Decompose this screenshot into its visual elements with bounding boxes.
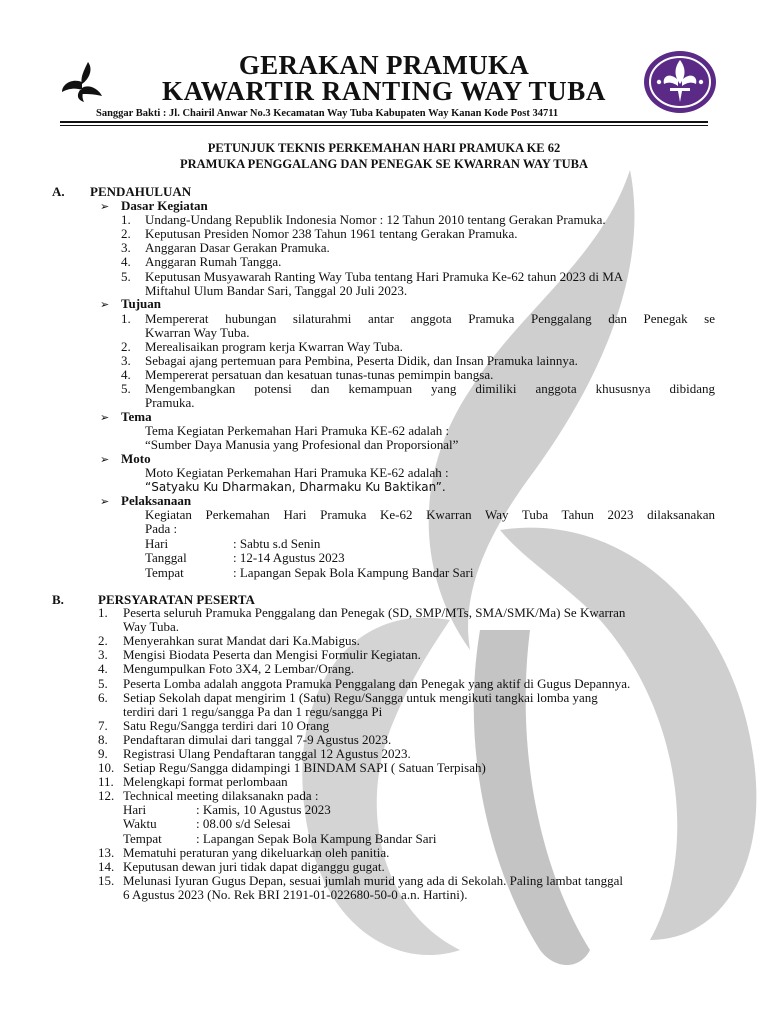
list-item: Melunasi Iyuran Gugus Depan, sesuai jumlah murid yang ada di Sekolah. Paling lambat tanggal <box>123 873 624 888</box>
list-item: Mematuhi peraturan yang dikeluarkan oleh panitia. <box>123 845 390 860</box>
subheading-dasar: Dasar Kegiatan <box>121 198 208 213</box>
list-number: 4. <box>121 254 131 269</box>
subheading-tujuan: Tujuan <box>121 296 161 311</box>
detail-value: : 12-14 Agustus 2023 <box>233 550 345 565</box>
subheading-moto: Moto <box>121 451 151 466</box>
tema-intro: Tema Kegiatan Perkemahan Hari Pramuka KE-62 adalah : <box>145 423 450 438</box>
list-number: 3. <box>121 353 131 368</box>
tema-text: “Sumber Daya Manusia yang Profesional dan Proporsional” <box>145 437 459 452</box>
list-item: Technical meeting dilaksanakn pada : <box>123 788 319 803</box>
list-number: 12. <box>98 788 115 803</box>
list-item: Setiap Regu/Sangga didampingi 1 BINDAM SAPI ( Satuan Terpisah) <box>123 760 486 775</box>
section-a-letter: A. <box>52 184 65 199</box>
list-number: 10. <box>98 760 115 775</box>
doc-title-line1: PETUNJUK TEKNIS PERKEMAHAN HARI PRAMUKA KE 62 <box>207 141 561 155</box>
detail-value: : 08.00 s/d Selesai <box>196 816 291 831</box>
moto-text: “Satyaku Ku Dharmakan, Dharmaku Ku Baktikan”. <box>145 480 446 494</box>
list-item: Undang-Undang Republik Indonesia Nomor : 12 Tahun 2010 tentang Gerakan Pramuka. <box>145 212 606 227</box>
moto-intro: Moto Kegiatan Perkemahan Hari Pramuka KE-62 adalah : <box>145 465 449 480</box>
detail-value: : Lapangan Sepak Bola Kampung Bandar Sari <box>233 565 474 580</box>
list-number: 2. <box>98 633 108 648</box>
header-rule-thin <box>60 125 708 126</box>
list-item: Merealisaikan program kerja Kwarran Way Tuba. <box>145 339 403 354</box>
arrow-bullet-icon: ➢ <box>100 495 110 508</box>
pelaksanaan-intro-cont: Pada : <box>145 521 178 536</box>
list-item: Registrasi Ulang Pendaftaran tanggal 12 Agustus 2023. <box>123 746 411 761</box>
list-number: 13. <box>98 845 115 860</box>
list-item: Mengumpulkan Foto 3X4, 2 Lembar/Orang. <box>123 661 355 676</box>
list-number: 4. <box>121 367 131 382</box>
list-item-continuation: Way Tuba. <box>123 619 180 634</box>
arrow-bullet-icon: ➢ <box>100 411 110 424</box>
list-item-continuation: terdiri dari 1 regu/sangga Pa dan 1 regu/sangga Pi <box>123 704 383 719</box>
list-item-continuation: 6 Agustus 2023 (No. Rek BRI 2191-01-022680-50-0 a.n. Hartini). <box>123 887 468 902</box>
list-number: 1. <box>98 605 108 620</box>
list-number: 9. <box>98 746 108 761</box>
section-b-letter: B. <box>52 592 64 607</box>
list-item: Mempererat persatuan dan kesatuan tunas-tunas pemimpin bangsa. <box>145 367 494 382</box>
list-number: 8. <box>98 732 108 747</box>
list-item: Anggaran Dasar Gerakan Pramuka. <box>145 240 330 255</box>
list-number: 5. <box>121 269 131 284</box>
org-title: GERAKAN PRAMUKA <box>238 50 530 80</box>
list-item: Keputusan dewan juri tidak dapat diganggu gugat. <box>123 859 385 874</box>
section-b-title: PERSYARATAN PESERTA <box>98 592 255 607</box>
arrow-bullet-icon: ➢ <box>100 200 110 213</box>
detail-value: : Kamis, 10 Agustus 2023 <box>196 802 331 817</box>
list-number: 7. <box>98 718 108 733</box>
list-item: Peserta seluruh Pramuka Penggalang dan Penegak (SD, SMP/MTs, SMA/SMK/Ma) Se Kwarran <box>123 605 626 620</box>
list-number: 11. <box>98 774 114 789</box>
section-a-title: PENDAHULUAN <box>90 184 192 199</box>
detail-value: : Sabtu s.d Senin <box>233 536 321 551</box>
detail-label: Tanggal <box>145 550 187 565</box>
list-item: Peserta Lomba adalah anggota Pramuka Penggalang dan Penegak yang aktif di Gugus Depannya. <box>123 676 631 691</box>
subheading-tema: Tema <box>121 409 152 424</box>
header-rule <box>60 121 708 123</box>
list-item: Melengkapi format perlombaan <box>123 774 288 789</box>
list-item: Satu Regu/Sangga terdiri dari 10 Orang <box>123 718 330 733</box>
list-number: 3. <box>121 240 131 255</box>
subheading-pelaksanaan: Pelaksanaan <box>121 493 192 508</box>
list-item-continuation: Kwarran Way Tuba. <box>145 325 250 340</box>
org-subtitle: KAWARTIR RANTING WAY TUBA <box>162 76 606 106</box>
list-number: 14. <box>98 859 115 874</box>
detail-label: Tempat <box>145 565 184 580</box>
detail-label: Hari <box>123 802 147 817</box>
list-number: 2. <box>121 339 131 354</box>
list-item: Mengisi Biodata Peserta dan Mengisi Formulir Kegiatan. <box>123 647 421 662</box>
list-item-continuation: Miftahul Ulum Bandar Sari, Tanggal 20 Juli 2023. <box>145 283 408 298</box>
list-item: Mengembangkan potensi dan kemampuan yang dimiliki anggota khususnya dibidang <box>145 381 715 396</box>
doc-title-line2: PRAMUKA PENGGALANG DAN PENEGAK SE KWARRAN WAY TUBA <box>179 157 589 171</box>
arrow-bullet-icon: ➢ <box>100 453 110 466</box>
list-item: Anggaran Rumah Tangga. <box>145 254 282 269</box>
list-item: Mempererat hubungan silaturahmi antar anggota Pramuka Penggalang dan Penegak se <box>145 311 715 326</box>
list-item: Keputusan Presiden Nomor 238 Tahun 1961 tentang Gerakan Pramuka. <box>145 226 518 241</box>
list-number: 5. <box>121 381 131 396</box>
list-number: 2. <box>121 226 131 241</box>
list-number: 1. <box>121 311 131 326</box>
list-number: 1. <box>121 212 131 227</box>
arrow-bullet-icon: ➢ <box>100 298 110 311</box>
list-item: Sebagai ajang pertemuan para Pembina, Peserta Didik, dan Insan Pramuka lainnya. <box>145 353 578 368</box>
list-item: Setiap Sekolah dapat mengirim 1 (Satu) Regu/Sangga untuk mengikuti tangkai lomba yang <box>123 690 598 705</box>
detail-value: : Lapangan Sepak Bola Kampung Bandar Sari <box>196 831 437 846</box>
list-number: 4. <box>98 661 108 676</box>
detail-label: Waktu <box>123 816 157 831</box>
address-line: Sanggar Bakti : Jl. Chairil Anwar No.3 Kecamatan Way Tuba Kabupaten Way Kanan Kode Post 34711 <box>96 108 559 119</box>
list-item-continuation: Pramuka. <box>145 395 195 410</box>
list-item: Keputusan Musyawarah Ranting Way Tuba tentang Hari Pramuka Ke-62 tahun 2023 di MA <box>145 269 624 284</box>
pelaksanaan-intro: Kegiatan Perkemahan Hari Pramuka Ke-62 Kwarran Way Tuba Tahun 2023 dilaksanakan <box>145 507 715 522</box>
list-number: 15. <box>98 873 115 888</box>
list-number: 3. <box>98 647 108 662</box>
list-number: 5. <box>98 676 108 691</box>
detail-label: Tempat <box>123 831 162 846</box>
list-number: 6. <box>98 690 108 705</box>
detail-label: Hari <box>145 536 169 551</box>
list-item: Menyerahkan surat Mandat dari Ka.Mabigus. <box>123 633 360 648</box>
list-item: Pendaftaran dimulai dari tanggal 7-9 Agustus 2023. <box>123 732 392 747</box>
